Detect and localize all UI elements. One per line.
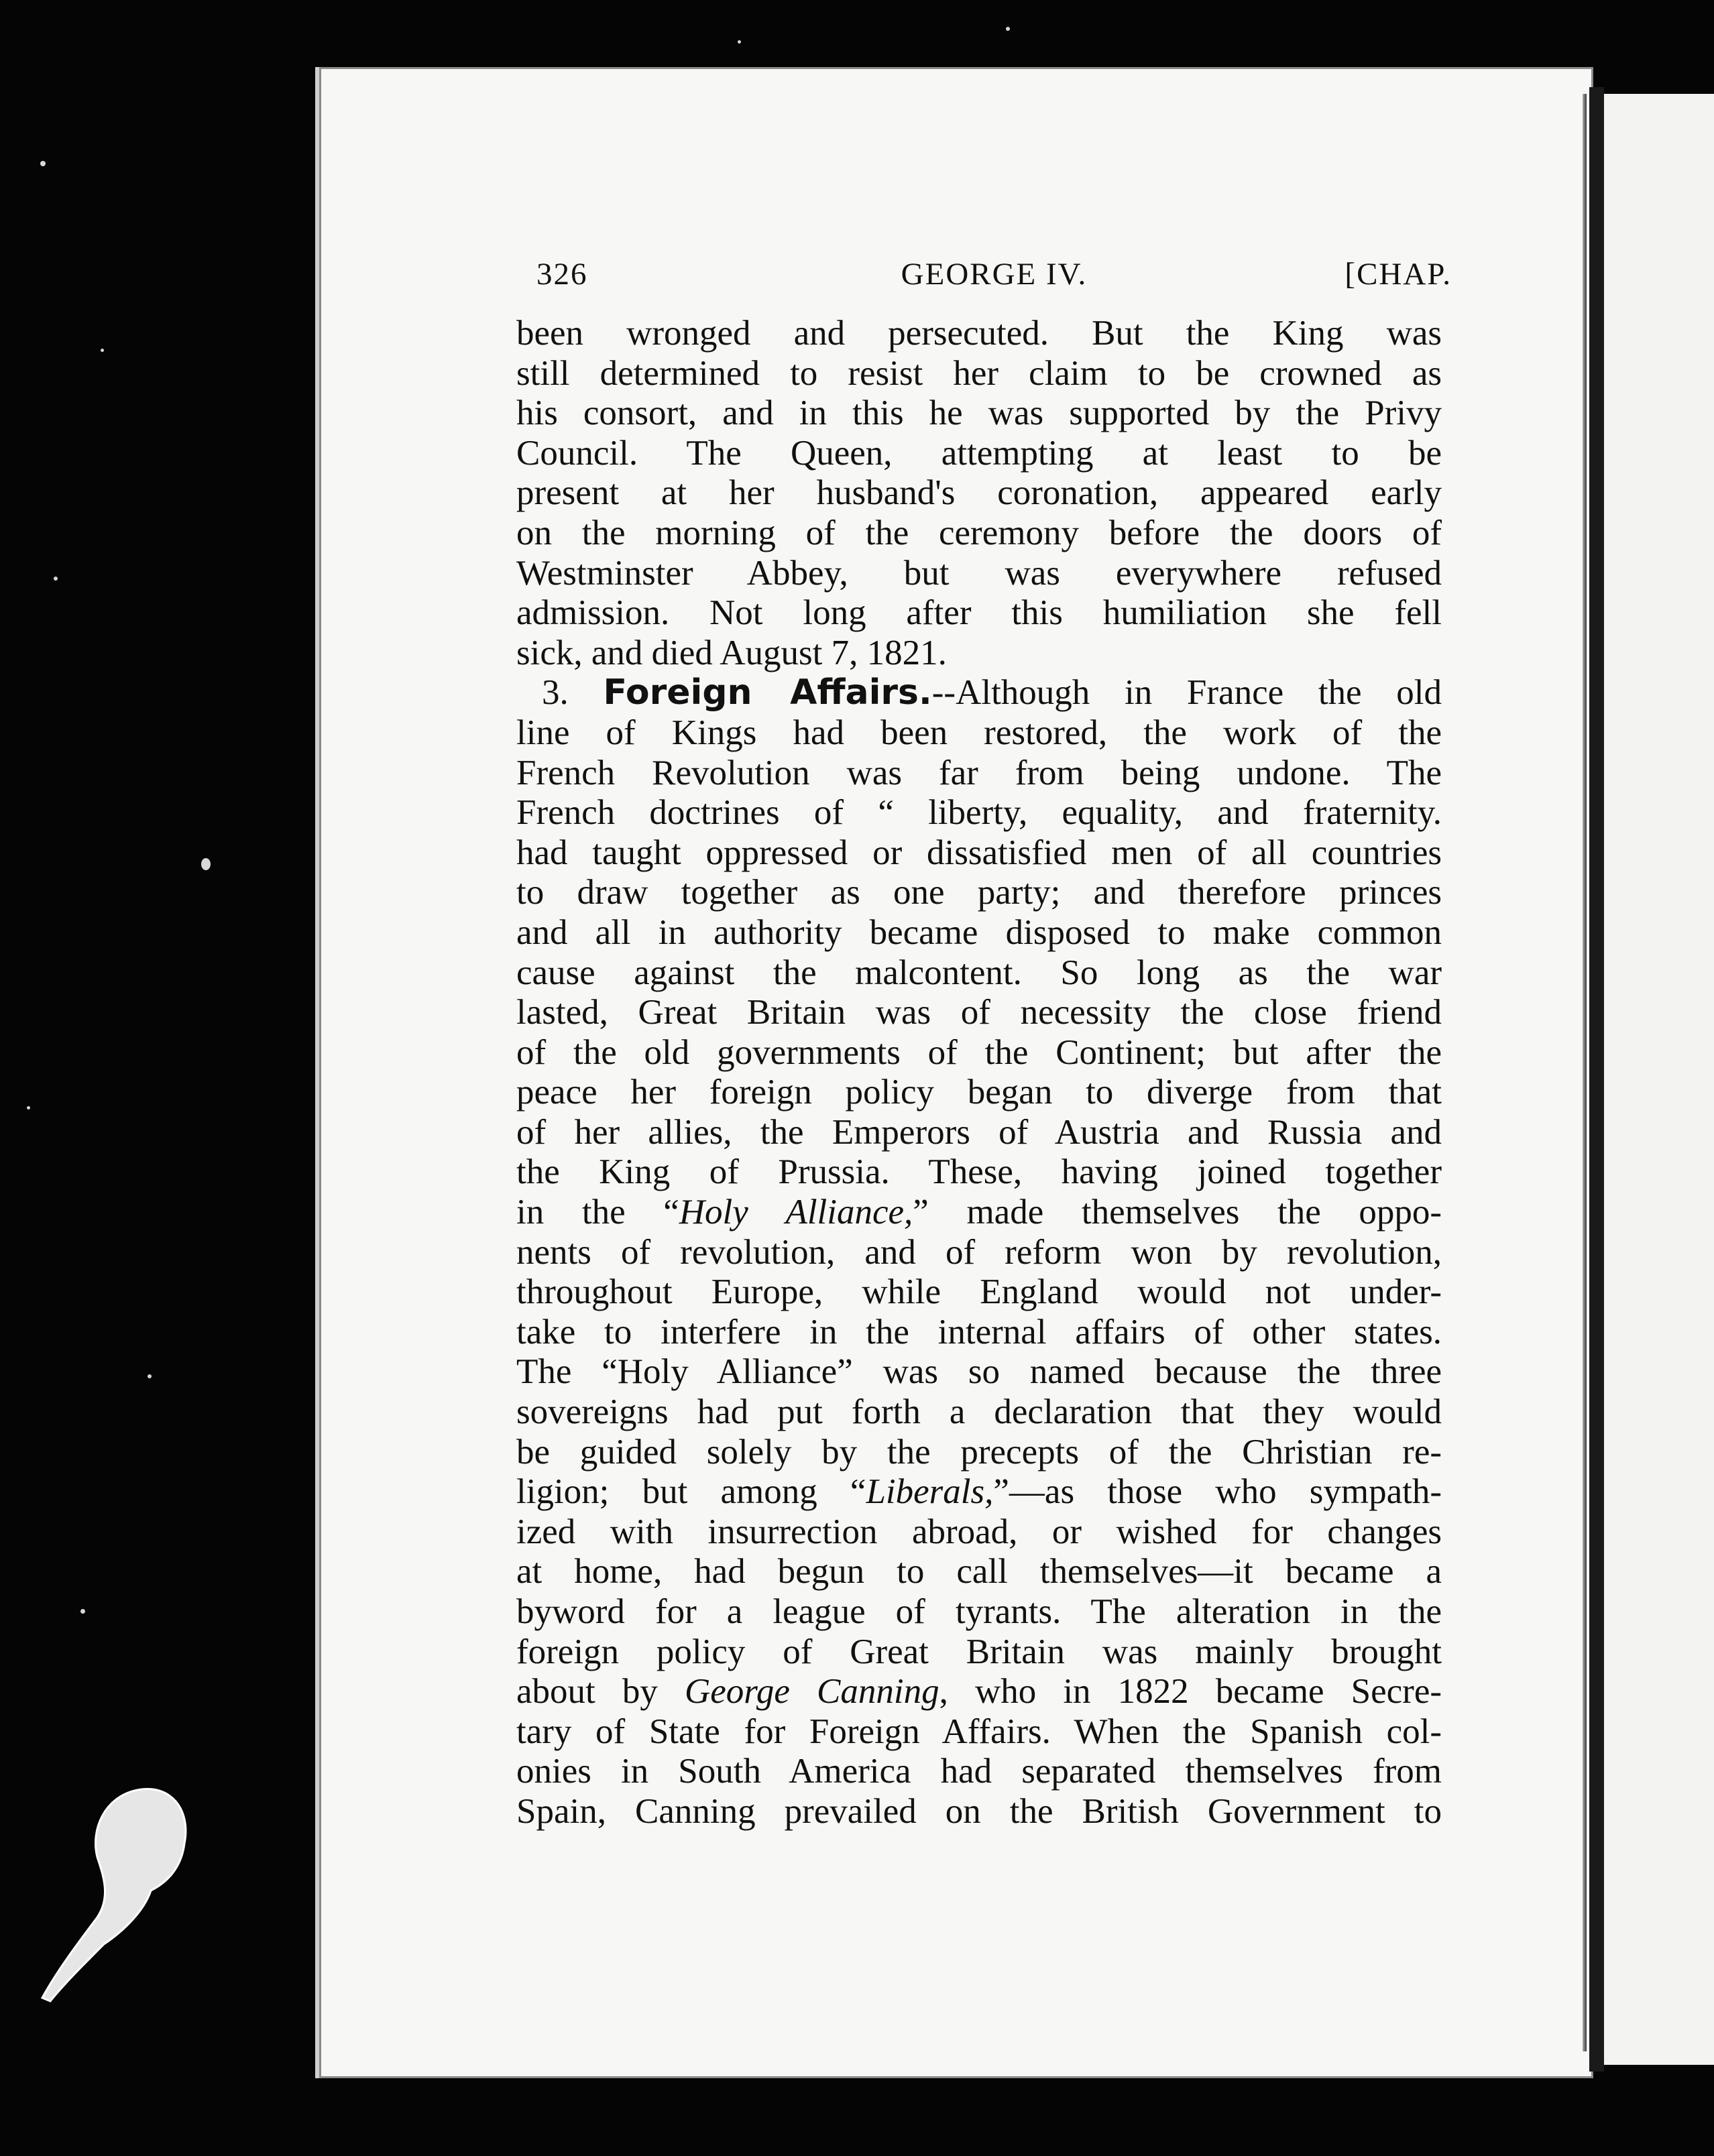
text-line-holy-alliance [516, 1193, 1442, 1233]
text-line: take to interfere in the internal affairs of other states. [516, 1312, 1442, 1352]
running-title: GEORGE IV. [901, 257, 1088, 292]
text-fragment: , who in 1822 became Secre- [939, 1672, 1442, 1712]
text-line: The “Holy Alliance” was so named because the three [516, 1352, 1442, 1392]
scan-speck [201, 858, 211, 870]
text-line: and all in authority became disposed to make common [516, 912, 1442, 952]
text-line: at home, had begun to call themselves—it became a [516, 1552, 1442, 1592]
italic-term: Holy Alliance, [679, 1193, 913, 1232]
scan-speck [738, 40, 741, 44]
text-line: the King of Prussia. These, having joined together [516, 1152, 1442, 1192]
page-fold [1583, 94, 1587, 2051]
scan-speck [80, 1609, 85, 1614]
text-line: line of Kings had been restored, the work of the [516, 713, 1442, 752]
scan-speck [27, 1106, 30, 1110]
text-fragment: ”—as those who sympath- [993, 1472, 1442, 1512]
text-line: onies in South America had separated themselves from [516, 1752, 1442, 1791]
text-line: to draw together as one party; and therefore princes [516, 873, 1442, 912]
gutter-shadow [1589, 87, 1604, 2072]
adjacent-page-edge [1604, 94, 1714, 2065]
text-line: present at her husband's coronation, appeared early [516, 473, 1442, 513]
text-line: Spain, Canning prevailed on the British Government to [516, 1791, 1442, 1831]
text-line: Council. The Queen, attempting at least to be [516, 433, 1442, 473]
text-line: nents of revolution, and of reform won by revolution, [516, 1232, 1442, 1272]
text-line: ized with insurrection abroad, or wished for changes [516, 1512, 1442, 1551]
scan-speck [54, 577, 58, 581]
text-line: peace her foreign policy began to diverge from that [516, 1073, 1442, 1112]
scan-speck [148, 1374, 152, 1378]
text-line: lasted, Great Britain was of necessity the close friend [516, 993, 1442, 1032]
chapter-mark: [CHAP. [1345, 257, 1452, 292]
scan-speck [101, 349, 104, 352]
scan-speck [1006, 27, 1010, 31]
text-line: admission. Not long after this humiliation she fell [516, 593, 1442, 633]
italic-term: Liberals, [866, 1472, 994, 1512]
text-line: sick, and died August 7, 1821. [516, 633, 947, 672]
text-line: of her allies, the Emperors of Austria and Russia and [516, 1112, 1442, 1152]
text-line: still determined to resist her claim to be crowned as [516, 353, 1442, 393]
text-line: throughout Europe, while England would not under- [516, 1272, 1442, 1312]
text-line: had taught oppressed or dissatisfied men of all countries [516, 833, 1442, 872]
italic-name: George Canning [684, 1672, 939, 1712]
text-fragment: ” made themselves the oppo- [913, 1193, 1442, 1232]
text-line: sovereigns had put forth a declaration that they would [516, 1392, 1442, 1432]
text-line: on the morning of the ceremony before the doors of [516, 513, 1442, 552]
text-line-canning [516, 1672, 1442, 1712]
text-line: be guided solely by the precepts of the Christian re- [516, 1432, 1442, 1472]
text-line: French doctrines of “ liberty, equality, and fraternity. [516, 793, 1442, 833]
text-fragment: in the “ [516, 1193, 679, 1232]
text-line-liberals [516, 1472, 1442, 1512]
text-line: French Revolution was far from being undone. The [516, 753, 1442, 792]
text-line: byword for a league of tyrants. The alteration in the [516, 1592, 1442, 1631]
section-heading: Foreign Affairs. [603, 672, 932, 713]
section-first-line [516, 673, 1442, 713]
running-header [536, 256, 1452, 303]
text-line: his consort, and in this he was supported by the Privy [516, 394, 1442, 433]
text-line: of the old governments of the Continent; but after the [516, 1032, 1442, 1072]
page-number: 326 [536, 257, 588, 292]
section-number: 3. [542, 673, 569, 713]
body-text [516, 314, 1442, 1832]
text-fragment: ligion; but among “ [516, 1472, 866, 1512]
text-line: cause against the malcontent. So long as the war [516, 953, 1442, 992]
section-first-line-text: --Although in France the old [931, 673, 1442, 713]
text-fragment: about by [516, 1672, 685, 1712]
text-line: tary of State for Foreign Affairs. When the Spanish col- [516, 1712, 1442, 1751]
text-line: foreign policy of Great Britain was mainly brought [516, 1632, 1442, 1671]
paper-stain-blot [37, 1777, 191, 2004]
text-line: Westminster Abbey, but was everywhere refused [516, 553, 1442, 593]
scan-speck [40, 161, 46, 166]
text-line: been wronged and persecuted. But the King was [516, 314, 1442, 353]
